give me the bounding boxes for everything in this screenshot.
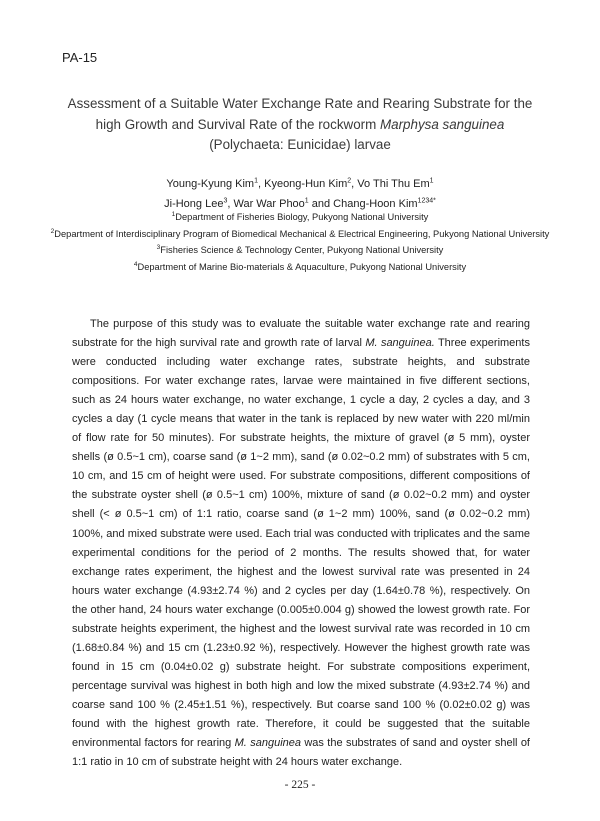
author-affil-mark: 3 xyxy=(223,196,228,204)
affiliation-list xyxy=(30,209,570,275)
affiliation-text: Department of Interdisciplinary Program of Biomedical Mechanical & Electrical Engineering, Pukyong National University xyxy=(54,228,550,239)
author-name: Vo Thi Thu Em xyxy=(357,178,430,190)
affiliation xyxy=(30,226,570,243)
author-line-1 xyxy=(40,175,560,195)
author-affil-mark: 1 xyxy=(254,177,258,185)
affiliation xyxy=(30,209,570,226)
affiliation-mark: 4 xyxy=(133,260,138,268)
affiliation-mark: 3 xyxy=(156,243,161,251)
corresponding-mark: * xyxy=(433,196,436,204)
affiliation-mark: 1 xyxy=(171,210,176,218)
abstract-species: M. sanguinea. xyxy=(365,337,435,350)
author-affil-mark: 1 xyxy=(304,196,309,204)
abstract-paragraph xyxy=(72,315,530,772)
author-affil-mark: 1 xyxy=(429,177,434,185)
affiliation-text: Fisheries Science & Technology Center, Pukyong National University xyxy=(160,245,444,255)
author-separator: , xyxy=(257,178,265,190)
author-name: Ji-Hong Lee xyxy=(164,197,224,210)
author-separator: , xyxy=(351,178,358,190)
abstract-species: M. sanguinea xyxy=(234,737,301,750)
affiliation-text: Department of Fisheries Biology, Pukyong National University xyxy=(175,212,429,222)
abstract-text: The purpose of this study was to evaluate the suitable water exchange rate and rearing substrate for the high survival rate and growth rate of larval xyxy=(72,318,530,350)
affiliation-mark: 2 xyxy=(50,227,55,235)
title-text-2: (Polychaeta: Eunicidae) larvae xyxy=(209,137,391,152)
author-name: Kyeong-Hun Kim xyxy=(264,178,348,190)
author-name: War War Phoo xyxy=(233,197,305,210)
title-text-1: Assessment of a Suitable Water Exchange Rate and Rearing Substrate for the high Growth and Survival Rate of the rockworm xyxy=(67,96,533,132)
author-separator: and xyxy=(308,197,334,210)
affiliation xyxy=(30,242,570,259)
author-name: Chang-Hoon Kim xyxy=(333,197,418,210)
page-number: - 225 - xyxy=(284,779,316,791)
author-affil-mark: 2 xyxy=(347,177,352,185)
author-name: Young-Kyung Kim xyxy=(166,178,255,190)
abstract-text: Three experiments were conducted including water exchange rates, substrate heights, and substrate compositions. For water exchange rates, larvae were maintained in five different sections, such as 24 hours water exchange, no water exchange, 1 cycle a day, 2 cycles a day, and 3 cycles a day (1 cycle means that water in the tank is replaced by new water with 220 ml/min of flow rate for 50 minutes). For substrate heights, the mixture of gravel (ø 5 mm), oyster shells (ø 0.5~1 cm), coarse sand (ø 1~2 mm), sand (ø 0.02~0.2 mm) of substrates with 5 cm, 10 cm, and 15 cm of height were used. For substrate compositions, different compositions of the substrate oyster shell (ø 0.5~1 cm) 100%, mixture of sand (ø 0.02~0.2 mm) and oyster shell (< ø 0.5~1 cm) of 1:1 ratio, coarse sand (ø 1~2 mm) 100%, sand (ø 0.02~0.2 mm) 100%, and mixed substrate were used. Each trial was conducted with triplicates and the same experimental conditions for the period of 2 months. The results showed that, for water exchange rates experiment, the highest and the lowest survival rate was presented in 24 hours water exchange (4.93±2.74 %) and 2 cycles per day (1.64±0.78 %), respectively. On the other hand, 24 hours water exchange (0.005±0.004 g) showed the lowest growth rate. For substrate heights experiment, the highest and the lowest survival rate was recorded in 10 cm (1.68±0.84 %) and 15 cm (1.23±0.92 %), respectively. However the highest growth rate was found in 15 cm (0.04±0.02 g) substrate height. For substrate compositions experiment, percentage survival was highest in both high and low the mixed substrate (4.93±2.74 %) and coarse sand 100 % (2.45±1.51 %), respectively. But coarse sand 100 % (0.02±0.02 g) was found with the highest growth rate. Therefore, it could be suggested that the suitable environmental factors for rearing xyxy=(72,337,530,750)
paper-title xyxy=(60,94,540,156)
poster-code: PA-15 xyxy=(62,50,98,65)
affiliation-text: Department of Marine Bio-materials & Aquaculture, Pukyong National University xyxy=(137,261,467,272)
title-species: Marphysa sanguinea xyxy=(379,116,505,132)
abstract-text: was the substrates of sand and oyster shell of 1:1 ratio in 10 cm of substrate height with 24 hours water exchange. xyxy=(72,737,530,769)
author-separator: , xyxy=(227,197,234,210)
affiliation xyxy=(30,259,570,276)
author-affil-mark: 1234 xyxy=(417,196,434,204)
